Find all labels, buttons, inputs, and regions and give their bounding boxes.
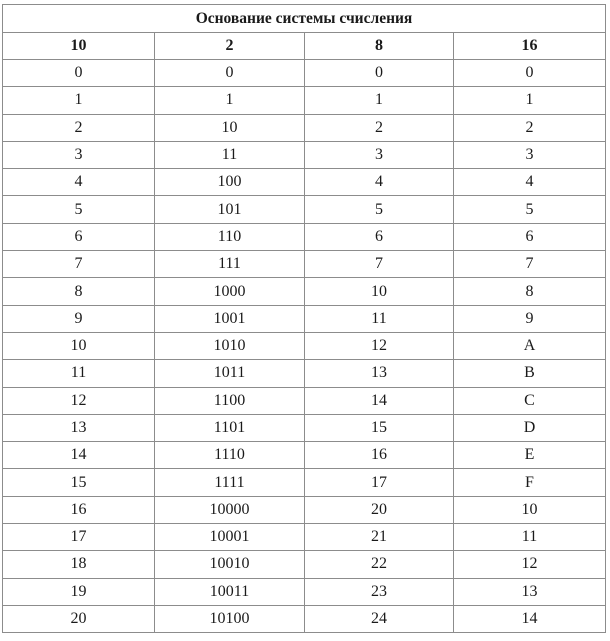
table-row [3,578,606,605]
binary-cell: 10010 [155,551,305,578]
binary-cell: 1000 [155,278,305,305]
binary-cell: 1001 [155,305,305,332]
octal-cell: 1 [305,87,454,114]
decimal-cell: 19 [3,578,155,605]
octal-cell: 0 [305,60,454,87]
decimal-cell: 0 [3,60,155,87]
header-base-8: 8 [305,33,454,60]
decimal-cell: 17 [3,524,155,551]
number-systems-table [2,4,606,633]
octal-cell: 15 [305,414,454,441]
decimal-cell: 15 [3,469,155,496]
table-title: Основание системы счисления [3,5,606,33]
hex-cell: 7 [454,251,606,278]
octal-cell: 17 [305,469,454,496]
decimal-cell: 20 [3,605,155,632]
table-row [3,87,606,114]
hex-cell: 6 [454,223,606,250]
table-row [3,551,606,578]
binary-cell: 100 [155,169,305,196]
table-row [3,278,606,305]
binary-cell: 101 [155,196,305,223]
binary-cell: 10000 [155,496,305,523]
binary-cell: 111 [155,251,305,278]
hex-cell: A [454,332,606,359]
hex-cell: 0 [454,60,606,87]
hex-cell: D [454,414,606,441]
table-row [3,332,606,359]
table-row [3,114,606,141]
octal-cell: 4 [305,169,454,196]
octal-cell: 16 [305,442,454,469]
hex-cell: 2 [454,114,606,141]
hex-cell: 14 [454,605,606,632]
binary-cell: 10100 [155,605,305,632]
hex-cell: 11 [454,524,606,551]
octal-cell: 10 [305,278,454,305]
decimal-cell: 2 [3,114,155,141]
title-row [3,5,606,33]
octal-cell: 6 [305,223,454,250]
decimal-cell: 11 [3,360,155,387]
octal-cell: 14 [305,387,454,414]
table-row [3,469,606,496]
decimal-cell: 14 [3,442,155,469]
octal-cell: 24 [305,605,454,632]
decimal-cell: 4 [3,169,155,196]
octal-cell: 2 [305,114,454,141]
octal-cell: 7 [305,251,454,278]
decimal-cell: 13 [3,414,155,441]
table-row [3,442,606,469]
hex-cell: 1 [454,87,606,114]
hex-cell: 9 [454,305,606,332]
table-body [3,60,606,633]
binary-cell: 1010 [155,332,305,359]
table-row [3,305,606,332]
binary-cell: 10 [155,114,305,141]
decimal-cell: 8 [3,278,155,305]
octal-cell: 3 [305,141,454,168]
header-base-10: 10 [3,33,155,60]
table-row [3,196,606,223]
hex-cell: 5 [454,196,606,223]
hex-cell: 4 [454,169,606,196]
hex-cell: C [454,387,606,414]
octal-cell: 11 [305,305,454,332]
binary-cell: 0 [155,60,305,87]
table-row [3,251,606,278]
table-row [3,223,606,250]
octal-cell: 12 [305,332,454,359]
header-base-2: 2 [155,33,305,60]
hex-cell: 10 [454,496,606,523]
hex-cell: 12 [454,551,606,578]
decimal-cell: 5 [3,196,155,223]
decimal-cell: 1 [3,87,155,114]
binary-cell: 1111 [155,469,305,496]
decimal-cell: 7 [3,251,155,278]
binary-cell: 10001 [155,524,305,551]
binary-cell: 1100 [155,387,305,414]
decimal-cell: 3 [3,141,155,168]
table-row [3,360,606,387]
hex-cell: F [454,469,606,496]
decimal-cell: 12 [3,387,155,414]
table-row [3,605,606,632]
decimal-cell: 18 [3,551,155,578]
octal-cell: 22 [305,551,454,578]
table-row [3,387,606,414]
octal-cell: 13 [305,360,454,387]
binary-cell: 11 [155,141,305,168]
octal-cell: 23 [305,578,454,605]
hex-cell: 3 [454,141,606,168]
hex-cell: B [454,360,606,387]
binary-cell: 1110 [155,442,305,469]
table-row [3,60,606,87]
hex-cell: E [454,442,606,469]
table-row [3,169,606,196]
binary-cell: 10011 [155,578,305,605]
decimal-cell: 9 [3,305,155,332]
octal-cell: 20 [305,496,454,523]
table-row [3,496,606,523]
binary-cell: 1 [155,87,305,114]
binary-cell: 110 [155,223,305,250]
table-row [3,524,606,551]
table-row [3,141,606,168]
decimal-cell: 10 [3,332,155,359]
octal-cell: 5 [305,196,454,223]
table-row [3,414,606,441]
binary-cell: 1011 [155,360,305,387]
hex-cell: 13 [454,578,606,605]
octal-cell: 21 [305,524,454,551]
decimal-cell: 16 [3,496,155,523]
decimal-cell: 6 [3,223,155,250]
binary-cell: 1101 [155,414,305,441]
header-base-16: 16 [454,33,606,60]
hex-cell: 8 [454,278,606,305]
base-header-row [3,33,606,60]
